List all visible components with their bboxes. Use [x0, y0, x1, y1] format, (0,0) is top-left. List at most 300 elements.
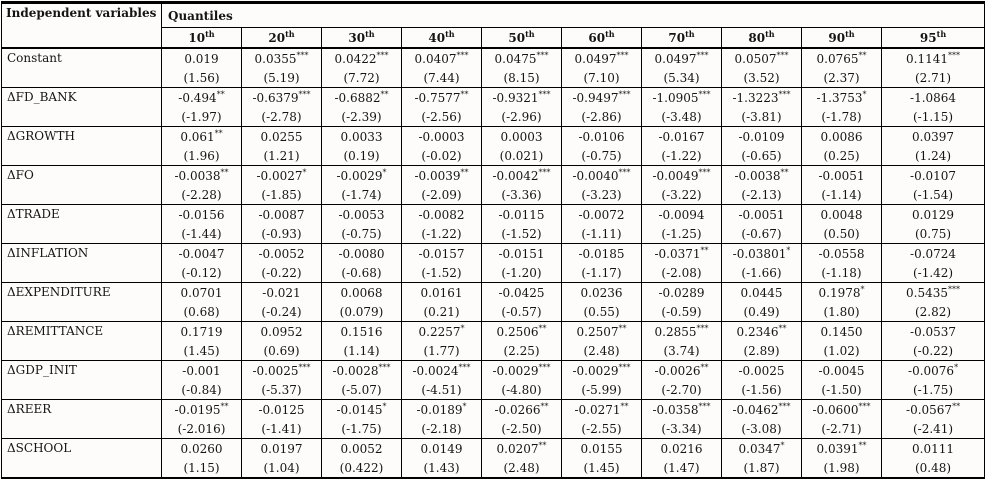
coef-cell: -0.0567**	[882, 400, 985, 420]
table-row--growth	[2, 127, 985, 147]
variable-name: ΔFO	[2, 166, 162, 205]
t-stat-cell: (3.74)	[642, 341, 722, 361]
coef-cell: 0.0068	[322, 283, 402, 303]
t-stat-cell: (-1.44)	[162, 224, 242, 244]
coef-cell: -0.0051	[722, 205, 802, 225]
coef-cell: -0.0195**	[162, 400, 242, 420]
t-stat-cell: (-1.66)	[722, 263, 802, 283]
t-stat-cell: (0.21)	[402, 302, 482, 322]
coef-cell: 0.1450	[802, 322, 882, 342]
significance-stars: **	[220, 167, 229, 177]
column-header-70th: 70th	[642, 28, 722, 49]
t-stat-cell: (-0.22)	[882, 341, 985, 361]
column-header-95th: 95th	[882, 28, 985, 49]
t-stat-cell: (2.25)	[482, 341, 562, 361]
t-stat-cell: (-1.97)	[162, 107, 242, 127]
column-header-60th: 60th	[562, 28, 642, 49]
coef-cell: 0.2507**	[562, 322, 642, 342]
t-stat-cell: (1.15)	[162, 458, 242, 478]
coef-cell: -0.0558	[802, 244, 882, 264]
coef-cell: 0.2506**	[482, 322, 562, 342]
coef-cell: 0.1719	[162, 322, 242, 342]
t-stat-cell: (-5.37)	[242, 380, 322, 400]
t-stat-cell: (5.34)	[642, 68, 722, 88]
t-stat-cell: (-2.016)	[162, 419, 242, 439]
significance-stars: ***	[698, 401, 711, 411]
t-stat-cell: (-3.34)	[642, 419, 722, 439]
t-stat-cell: (-3.48)	[642, 107, 722, 127]
coef-cell: -0.7577**	[402, 88, 482, 108]
t-stat-cell: (5.19)	[242, 68, 322, 88]
coef-cell: -0.0125	[242, 400, 322, 420]
t-stat-cell: (0.079)	[322, 302, 402, 322]
coef-cell: -0.0537	[882, 322, 985, 342]
table-row--reer	[2, 400, 985, 420]
significance-stars: **	[778, 323, 787, 333]
coef-cell: 0.019	[162, 48, 242, 68]
t-stat-cell: (7.72)	[322, 68, 402, 88]
column-header-independent-variables: Independent variables	[2, 3, 162, 49]
significance-stars: ***	[778, 401, 791, 411]
t-stat-cell: (0.49)	[722, 302, 802, 322]
coef-cell: -0.0025***	[242, 361, 322, 381]
significance-stars: **	[700, 245, 709, 255]
significance-stars: **	[858, 50, 867, 60]
significance-stars: ***	[616, 50, 629, 60]
t-stat-cell: (-1.85)	[242, 185, 322, 205]
t-stat-cell: (1.24)	[882, 146, 985, 166]
t-stat-cell: (2.48)	[482, 458, 562, 478]
coef-cell: -0.0425	[482, 283, 562, 303]
significance-stars: **	[538, 440, 547, 450]
t-stat-cell: (1.21)	[242, 146, 322, 166]
table-row--school	[2, 439, 985, 459]
significance-stars: ***	[376, 50, 389, 60]
coef-cell: -0.0600***	[802, 400, 882, 420]
t-stat-cell: (-0.65)	[722, 146, 802, 166]
t-stat-cell: (0.19)	[322, 146, 402, 166]
coef-cell: 0.2346**	[722, 322, 802, 342]
coef-cell: -0.0087	[242, 205, 322, 225]
coef-cell: -0.0072	[562, 205, 642, 225]
significance-stars: *	[860, 284, 865, 294]
coef-cell: -0.0185	[562, 244, 642, 264]
coef-cell: -0.0109	[722, 127, 802, 147]
t-stat-cell: (-0.59)	[642, 302, 722, 322]
significance-stars: *	[780, 440, 785, 450]
group-header-row	[2, 3, 985, 28]
t-stat-cell: (-0.57)	[482, 302, 562, 322]
significance-stars: ***	[458, 362, 471, 372]
coef-cell: 0.2257*	[402, 322, 482, 342]
coef-cell: 0.0475***	[482, 48, 562, 68]
t-stat-cell: (-1.56)	[722, 380, 802, 400]
column-header-40th: 40th	[402, 28, 482, 49]
coef-cell: -0.0029***	[482, 361, 562, 381]
column-header-90th: 90th	[802, 28, 882, 49]
t-stat-cell: (-2.55)	[562, 419, 642, 439]
table-row--expenditure	[2, 283, 985, 303]
significance-stars: ***	[378, 362, 391, 372]
coef-cell: 0.0216	[642, 439, 722, 459]
t-stat-cell: (-3.36)	[482, 185, 562, 205]
t-stat-cell: (-3.22)	[642, 185, 722, 205]
coef-cell: 0.0391**	[802, 439, 882, 459]
coef-cell: 0.0207**	[482, 439, 562, 459]
significance-stars: ***	[698, 167, 711, 177]
significance-stars: ***	[858, 401, 871, 411]
t-stat-cell: (-1.22)	[642, 146, 722, 166]
coef-cell: 0.0197	[242, 439, 322, 459]
t-stat-cell: (-0.67)	[722, 224, 802, 244]
t-stat-cell: (-2.41)	[882, 419, 985, 439]
t-stat-cell: (1.04)	[242, 458, 322, 478]
t-stat-cell: (-1.18)	[802, 263, 882, 283]
t-stat-cell: (-2.50)	[482, 419, 562, 439]
coef-cell: 0.0497***	[642, 48, 722, 68]
t-stat-cell: (7.10)	[562, 68, 642, 88]
coef-cell: -0.0167	[642, 127, 722, 147]
coef-cell: -0.021	[242, 283, 322, 303]
t-stat-cell: (-0.12)	[162, 263, 242, 283]
coef-cell: -0.001	[162, 361, 242, 381]
coef-cell: -0.0028***	[322, 361, 402, 381]
coef-cell: -0.0151	[482, 244, 562, 264]
significance-stars: **	[540, 401, 549, 411]
t-stat-cell: (-1.22)	[402, 224, 482, 244]
coef-cell: 0.0111	[882, 439, 985, 459]
variable-name: ΔSCHOOL	[2, 439, 162, 479]
column-header-30th: 30th	[322, 28, 402, 49]
coef-cell: -0.0029*	[322, 166, 402, 186]
significance-stars: *	[786, 245, 791, 255]
t-stat-cell: (-0.02)	[402, 146, 482, 166]
coef-cell: -0.0289	[642, 283, 722, 303]
coef-cell: -0.0047	[162, 244, 242, 264]
coef-cell: -0.0040***	[562, 166, 642, 186]
coef-cell: 0.0129	[882, 205, 985, 225]
column-header-50th: 50th	[482, 28, 562, 49]
significance-stars: ***	[538, 167, 551, 177]
coef-cell: -0.0266**	[482, 400, 562, 420]
variable-name: ΔREER	[2, 400, 162, 439]
significance-stars: *	[460, 323, 465, 333]
t-stat-cell: (-0.75)	[322, 224, 402, 244]
t-stat-cell: (2.48)	[562, 341, 642, 361]
variable-name: ΔFD_BANK	[2, 88, 162, 127]
t-stat-cell: (0.021)	[482, 146, 562, 166]
t-stat-cell: (-1.25)	[642, 224, 722, 244]
t-stat-cell: (0.422)	[322, 458, 402, 478]
coef-cell: -0.0271**	[562, 400, 642, 420]
coef-cell: -0.0358***	[642, 400, 722, 420]
table-row--inflation	[2, 244, 985, 264]
coef-cell: -0.0026**	[642, 361, 722, 381]
coef-cell: 0.0033	[322, 127, 402, 147]
significance-stars: ***	[948, 284, 961, 294]
significance-stars: *	[382, 167, 387, 177]
variable-name: ΔINFLATION	[2, 244, 162, 283]
t-stat-cell: (3.52)	[722, 68, 802, 88]
t-stat-cell: (-1.74)	[322, 185, 402, 205]
quantile-regression-table	[1, 1, 985, 479]
t-stat-cell: (-2.78)	[242, 107, 322, 127]
significance-stars: **	[220, 401, 229, 411]
significance-stars: **	[214, 128, 223, 138]
t-stat-cell: (1.02)	[802, 341, 882, 361]
t-stat-cell: (-1.54)	[882, 185, 985, 205]
t-stat-cell: (-2.86)	[562, 107, 642, 127]
t-stat-cell: (-3.81)	[722, 107, 802, 127]
t-stat-cell: (-1.42)	[882, 263, 985, 283]
coef-cell: 0.1978*	[802, 283, 882, 303]
column-header-10th: 10th	[162, 28, 242, 49]
coef-cell: -0.0027*	[242, 166, 322, 186]
coef-cell: 0.0149	[402, 439, 482, 459]
coef-cell: -0.494**	[162, 88, 242, 108]
coef-cell: 0.0155	[562, 439, 642, 459]
significance-stars: **	[538, 323, 547, 333]
t-stat-cell: (-1.41)	[242, 419, 322, 439]
t-stat-cell: (1.45)	[162, 341, 242, 361]
coef-cell: 0.0422***	[322, 48, 402, 68]
table-body	[2, 48, 985, 478]
coef-cell: -0.0076*	[882, 361, 985, 381]
coef-cell: -0.0025	[722, 361, 802, 381]
t-stat-cell: (-0.24)	[242, 302, 322, 322]
coef-cell: -0.0115	[482, 205, 562, 225]
coef-cell: -0.6379***	[242, 88, 322, 108]
t-stat-cell: (0.25)	[802, 146, 882, 166]
t-stat-cell: (-0.22)	[242, 263, 322, 283]
t-stat-cell: (0.55)	[562, 302, 642, 322]
coef-cell: -0.0039**	[402, 166, 482, 186]
variable-name: ΔGROWTH	[2, 127, 162, 166]
table-row-constant	[2, 48, 985, 68]
significance-stars: ***	[698, 89, 711, 99]
coef-cell: -0.0038**	[722, 166, 802, 186]
significance-stars: ***	[456, 50, 469, 60]
t-stat-cell: (-1.78)	[802, 107, 882, 127]
t-stat-cell: (1.56)	[162, 68, 242, 88]
table-row--remittance	[2, 322, 985, 342]
coef-cell: -0.0157	[402, 244, 482, 264]
significance-stars: **	[380, 89, 389, 99]
coef-cell: 0.0397	[882, 127, 985, 147]
coef-cell: -0.0107	[882, 166, 985, 186]
t-stat-cell: (1.43)	[402, 458, 482, 478]
significance-stars: ***	[696, 50, 709, 60]
coef-cell: -0.0049***	[642, 166, 722, 186]
significance-stars: **	[952, 401, 961, 411]
significance-stars: ***	[296, 50, 309, 60]
coef-cell: 0.0260	[162, 439, 242, 459]
significance-stars: **	[460, 167, 469, 177]
t-stat-cell: (-1.20)	[482, 263, 562, 283]
significance-stars: ***	[778, 89, 791, 99]
coef-cell: 0.0701	[162, 283, 242, 303]
coef-cell: -0.0029***	[562, 361, 642, 381]
t-stat-cell: (1.45)	[562, 458, 642, 478]
coef-cell: 0.0086	[802, 127, 882, 147]
significance-stars: *	[462, 401, 467, 411]
significance-stars: *	[302, 167, 307, 177]
significance-stars: ***	[618, 362, 631, 372]
coef-cell: 0.1141***	[882, 48, 985, 68]
t-stat-cell: (-0.93)	[242, 224, 322, 244]
significance-stars: **	[700, 362, 709, 372]
significance-stars: ***	[298, 89, 311, 99]
t-stat-cell: (2.71)	[882, 68, 985, 88]
coef-cell: 0.0347*	[722, 439, 802, 459]
coef-cell: -0.0371**	[642, 244, 722, 264]
coef-cell: -0.0724	[882, 244, 985, 264]
significance-stars: ***	[948, 50, 961, 60]
coef-cell: -0.0042***	[482, 166, 562, 186]
significance-stars: ***	[776, 50, 789, 60]
t-stat-cell: (-0.75)	[562, 146, 642, 166]
table-row--gdp-init	[2, 361, 985, 381]
t-stat-cell: (-3.08)	[722, 419, 802, 439]
t-stat-cell: (-1.11)	[562, 224, 642, 244]
coef-cell: 0.0048	[802, 205, 882, 225]
coef-cell: -0.0189*	[402, 400, 482, 420]
coef-cell: -0.03801*	[722, 244, 802, 264]
table-row--trade	[2, 205, 985, 225]
t-stat-cell: (-1.15)	[882, 107, 985, 127]
coef-cell: -0.0080	[322, 244, 402, 264]
t-stat-cell: (-0.84)	[162, 380, 242, 400]
coef-cell: 0.0952	[242, 322, 322, 342]
coef-cell: 0.0765**	[802, 48, 882, 68]
significance-stars: ***	[618, 89, 631, 99]
coef-cell: -1.3753*	[802, 88, 882, 108]
t-stat-cell: (-2.08)	[642, 263, 722, 283]
t-stat-cell: (0.68)	[162, 302, 242, 322]
coef-cell: 0.0255	[242, 127, 322, 147]
coef-cell: 0.5435***	[882, 283, 985, 303]
t-stat-cell: (-2.09)	[402, 185, 482, 205]
t-stat-cell: (2.82)	[882, 302, 985, 322]
t-stat-cell: (-1.52)	[482, 224, 562, 244]
coef-cell: -0.9321***	[482, 88, 562, 108]
coef-cell: 0.0003	[482, 127, 562, 147]
coef-cell: -0.0106	[562, 127, 642, 147]
t-stat-cell: (-2.39)	[322, 107, 402, 127]
t-stat-cell: (1.96)	[162, 146, 242, 166]
t-stat-cell: (1.98)	[802, 458, 882, 478]
significance-stars: ***	[618, 167, 631, 177]
variable-name: ΔREMITTANCE	[2, 322, 162, 361]
column-group-header-quantiles: Quantiles	[162, 3, 985, 28]
coef-cell: -0.0045	[802, 361, 882, 381]
table-row--fd-bank	[2, 88, 985, 108]
coef-cell: -0.0024***	[402, 361, 482, 381]
t-stat-cell: (-5.07)	[322, 380, 402, 400]
significance-stars: **	[618, 323, 627, 333]
t-stat-cell: (-2.28)	[162, 185, 242, 205]
coef-cell: 0.1516	[322, 322, 402, 342]
coef-cell: 0.0497***	[562, 48, 642, 68]
coef-cell: -0.6882**	[322, 88, 402, 108]
significance-stars: ***	[696, 323, 709, 333]
significance-stars: **	[780, 167, 789, 177]
coef-cell: 0.0445	[722, 283, 802, 303]
t-stat-cell: (-2.56)	[402, 107, 482, 127]
t-stat-cell: (1.77)	[402, 341, 482, 361]
coef-cell: -0.0082	[402, 205, 482, 225]
significance-stars: ***	[298, 362, 311, 372]
coef-cell: -1.0905***	[642, 88, 722, 108]
column-header-80th: 80th	[722, 28, 802, 49]
coef-cell: -0.0003	[402, 127, 482, 147]
significance-stars: **	[216, 89, 225, 99]
coef-cell: 0.0407***	[402, 48, 482, 68]
t-stat-cell: (0.50)	[802, 224, 882, 244]
coef-cell: -0.0156	[162, 205, 242, 225]
t-stat-cell: (0.75)	[882, 224, 985, 244]
coef-cell: 0.2855***	[642, 322, 722, 342]
t-stat-cell: (-2.18)	[402, 419, 482, 439]
coef-cell: 0.0236	[562, 283, 642, 303]
significance-stars: **	[858, 440, 867, 450]
t-stat-cell: (-4.51)	[402, 380, 482, 400]
significance-stars: **	[620, 401, 629, 411]
t-stat-cell: (-1.75)	[322, 419, 402, 439]
t-stat-cell: (-1.52)	[402, 263, 482, 283]
t-stat-cell: (0.48)	[882, 458, 985, 478]
coef-cell: -0.0038**	[162, 166, 242, 186]
t-stat-cell: (7.44)	[402, 68, 482, 88]
coef-cell: 0.061**	[162, 127, 242, 147]
significance-stars: ***	[536, 50, 549, 60]
variable-name: ΔEXPENDITURE	[2, 283, 162, 322]
coef-cell: -0.9497***	[562, 88, 642, 108]
t-stat-cell: (2.37)	[802, 68, 882, 88]
t-stat-cell: (-2.71)	[802, 419, 882, 439]
t-stat-cell: (1.87)	[722, 458, 802, 478]
t-stat-cell: (1.80)	[802, 302, 882, 322]
t-stat-cell: (-0.68)	[322, 263, 402, 283]
coef-cell: -1.3223***	[722, 88, 802, 108]
t-stat-cell: (-1.14)	[802, 185, 882, 205]
t-stat-cell: (-2.13)	[722, 185, 802, 205]
t-stat-cell: (-4.80)	[482, 380, 562, 400]
variable-name: Constant	[2, 48, 162, 88]
significance-stars: **	[460, 89, 469, 99]
t-stat-cell: (8.15)	[482, 68, 562, 88]
significance-stars: *	[954, 362, 959, 372]
t-stat-cell: (1.47)	[642, 458, 722, 478]
t-stat-cell: (-2.96)	[482, 107, 562, 127]
coef-cell: -1.0864	[882, 88, 985, 108]
t-stat-cell: (-1.50)	[802, 380, 882, 400]
column-header-20th: 20th	[242, 28, 322, 49]
coef-cell: 0.0052	[322, 439, 402, 459]
significance-stars: *	[862, 89, 867, 99]
coef-cell: 0.0355***	[242, 48, 322, 68]
t-stat-cell: (1.14)	[322, 341, 402, 361]
table-row--fo	[2, 166, 985, 186]
coef-cell: -0.0053	[322, 205, 402, 225]
coef-cell: -0.0462***	[722, 400, 802, 420]
t-stat-cell: (-1.75)	[882, 380, 985, 400]
t-stat-cell: (0.69)	[242, 341, 322, 361]
t-stat-cell: (-2.70)	[642, 380, 722, 400]
significance-stars: *	[382, 401, 387, 411]
coef-cell: 0.0161	[402, 283, 482, 303]
coef-cell: -0.0145*	[322, 400, 402, 420]
